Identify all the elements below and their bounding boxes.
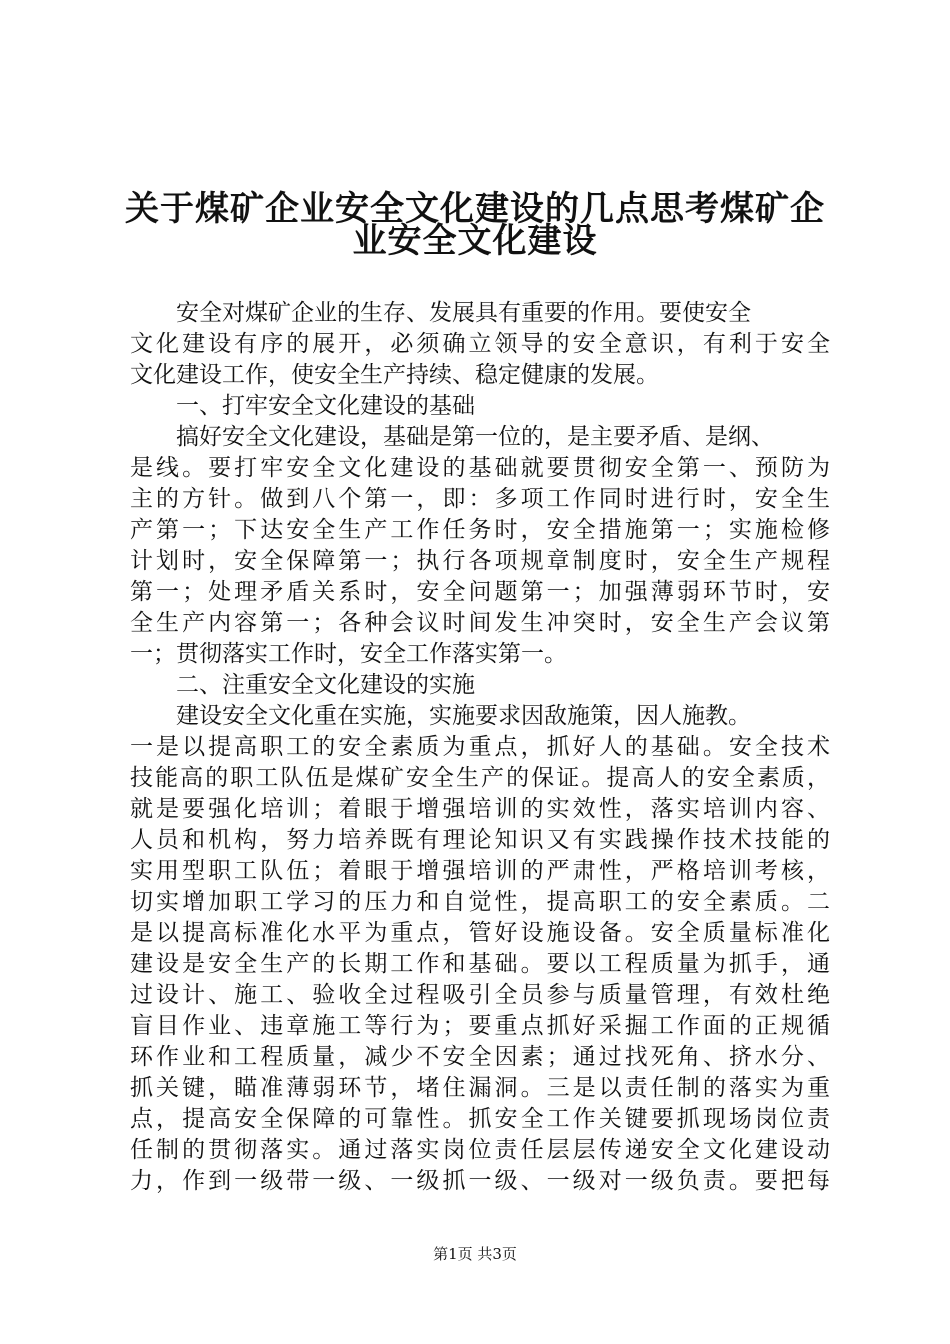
paragraph-line: 一；贯彻落实工作时，安全工作落实第一。 [130,641,567,667]
paragraph-line: 切实增加职工学习的压力和自觉性，提高职工的安全素质。二 [130,889,830,915]
paragraph-line: 安全对煤矿企业的生存、发展具有重要的作用。要使安全 [176,300,751,326]
paragraph-line: 建设安全文化重在实施，实施要求因敌施策，因人施教。 [176,703,751,729]
paragraph-line: 人员和机构，努力培养既有理论知识又有实践操作技术技能的 [130,827,830,853]
paragraph-line: 抓关键，瞄准薄弱环节，堵住漏洞。三是以责任制的落实为重 [130,1075,830,1101]
paragraph-line: 任制的贯彻落实。通过落实岗位责任层层传递安全文化建设动 [130,1137,830,1163]
paragraph-line: 是以提高标准化水平为重点，管好设施设备。安全质量标准化 [130,920,830,946]
section-heading: 一、打牢安全文化建设的基础 [176,393,475,419]
paragraph-line: 主的方针。做到八个第一，即：多项工作同时进行时，安全生 [130,486,830,512]
document-body [130,298,830,1197]
paragraph-line: 技能高的职工队伍是煤矿安全生产的保证。提高人的安全素质， [130,765,830,791]
paragraph-line: 是线。要打牢安全文化建设的基础就要贯彻安全第一、预防为 [130,455,830,481]
paragraph-line: 盲目作业、违章施工等行为；要重点抓好采掘工作面的正规循 [130,1013,830,1039]
document-title-line-1: 关于煤矿企业安全文化建设的几点思考煤矿企 [125,189,825,229]
document-title-line-2: 业安全文化建设 [352,221,598,261]
paragraph-line: 产第一；下达安全生产工作任务时，安全措施第一；实施检修 [130,517,830,543]
paragraph-line: 搞好安全文化建设，基础是第一位的，是主要矛盾、是纲、 [176,424,774,450]
paragraph-line: 文化建设有序的展开，必须确立领导的安全意识，有利于安全 [130,331,830,357]
paragraph-line: 点，提高安全保障的可靠性。抓安全工作关键要抓现场岗位责 [130,1106,830,1132]
page-number-footer: 第1页 共3页 [433,1245,517,1263]
paragraph-line: 实用型职工队伍；着眼于增强培训的严肃性，严格培训考核， [130,858,830,884]
paragraph-line: 文化建设工作，使安全生产持续、稳定健康的发展。 [130,362,659,388]
paragraph-line: 力，作到一级带一级、一级抓一级、一级对一级负责。要把每 [130,1168,830,1194]
paragraph-line: 建设是安全生产的长期工作和基础。要以工程质量为抓手，通 [130,951,830,977]
paragraph-line: 全生产内容第一；各种会议时间发生冲突时，安全生产会议第 [130,610,830,636]
paragraph-line: 第一；处理矛盾关系时，安全问题第一；加强薄弱环节时，安 [130,579,830,605]
section-heading: 二、注重安全文化建设的实施 [176,672,475,698]
paragraph-line: 环作业和工程质量，减少不安全因素；通过找死角、挤水分、 [130,1044,830,1070]
paragraph-line: 一是以提高职工的安全素质为重点，抓好人的基础。安全技术 [130,734,830,760]
paragraph-line: 计划时，安全保障第一；执行各项规章制度时，安全生产规程 [130,548,830,574]
paragraph-line: 过设计、施工、验收全过程吸引全员参与质量管理，有效杜绝 [130,982,830,1008]
paragraph-line: 就是要强化培训；着眼于增强培训的实效性，落实培训内容、 [130,796,830,822]
